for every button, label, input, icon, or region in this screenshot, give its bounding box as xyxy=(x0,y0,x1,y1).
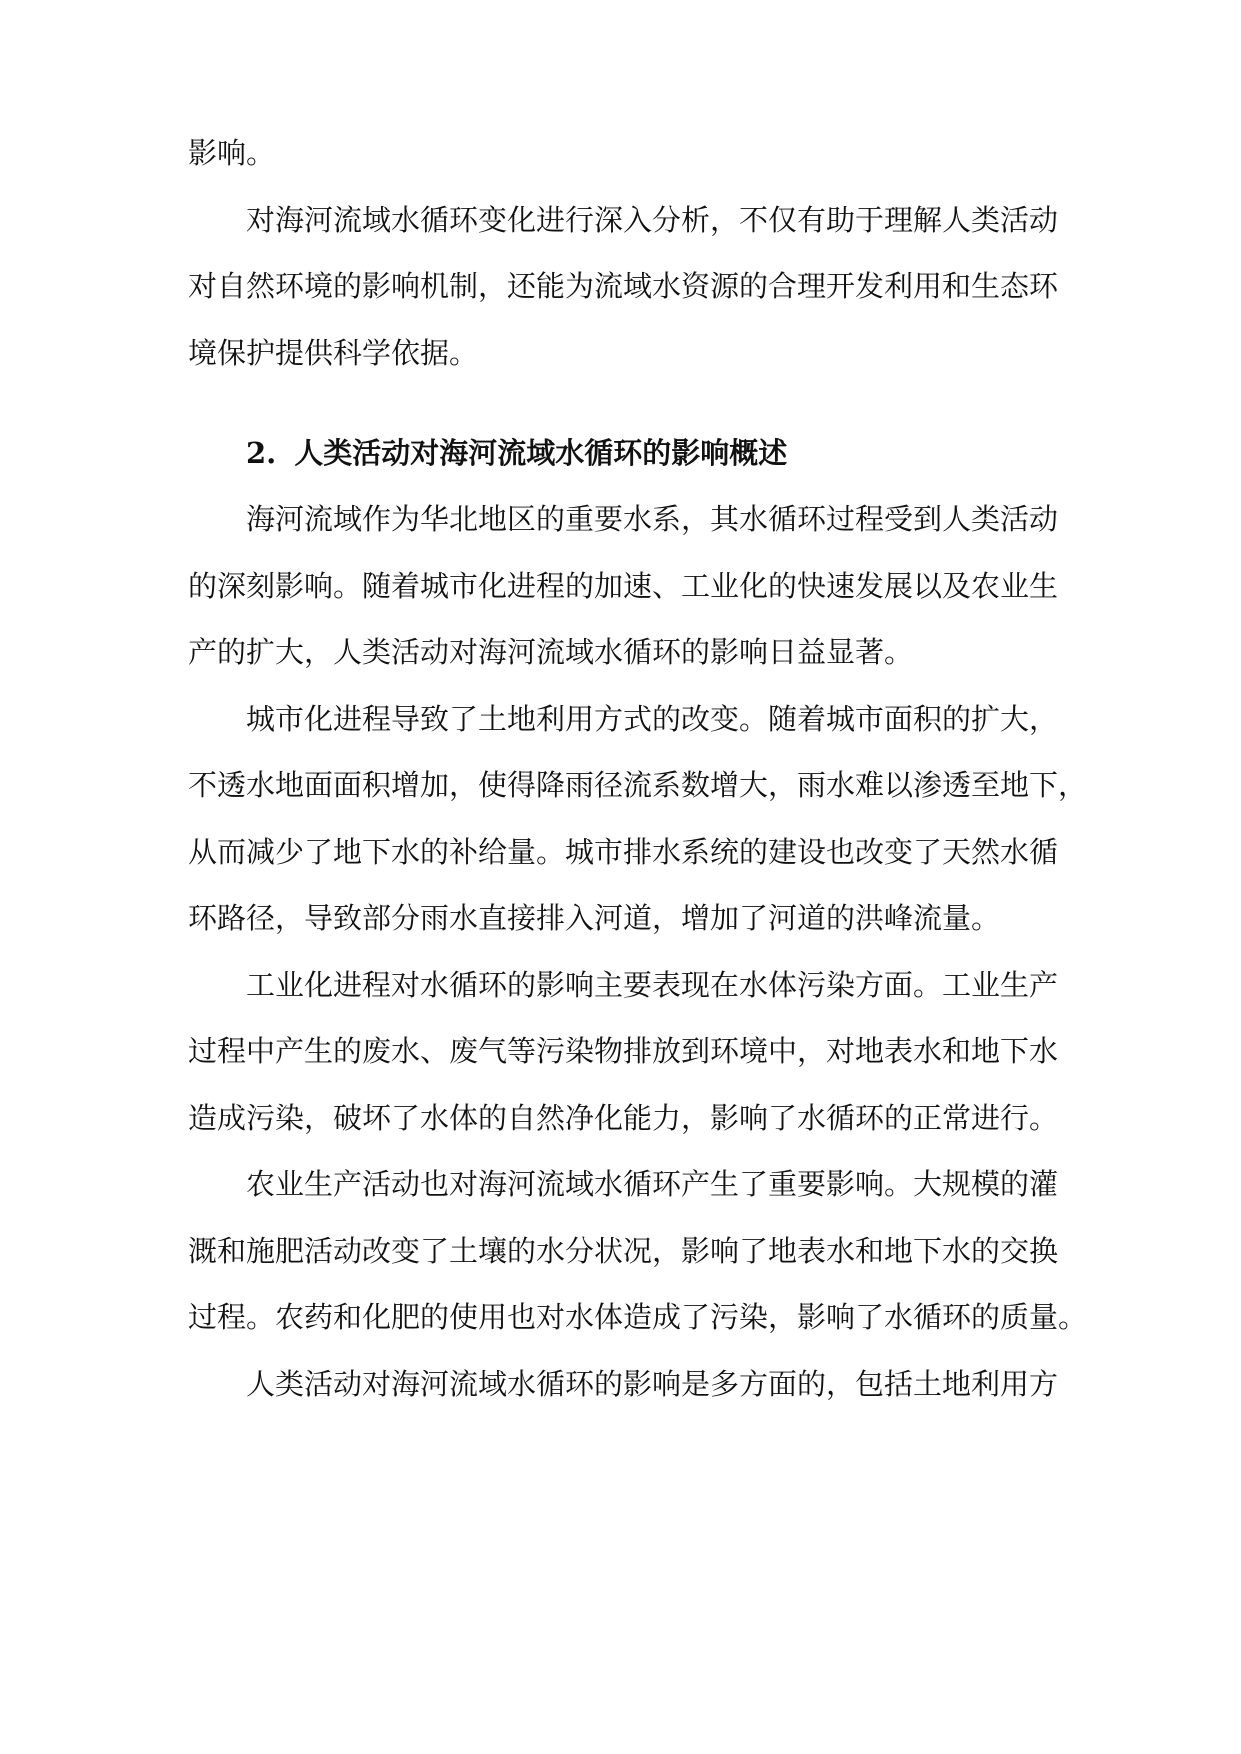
paragraph-line: 过程中产生的废水、废气等污染物排放到环境中，对地表水和地下水 xyxy=(188,1034,1059,1068)
paragraph-line: 海河流域作为华北地区的重要水系，其水循环过程受到人类活动 xyxy=(246,502,1059,536)
paragraph-line: 工业化进程对水循环的影响主要表现在水体污染方面。工业生产 xyxy=(246,968,1059,1002)
paragraph-line: 对自然环境的影响机制，还能为流域水资源的合理开发利用和生态环 xyxy=(188,269,1059,303)
section-heading xyxy=(246,433,787,473)
paragraph-line: 人类活动对海河流域水循环的影响是多方面的，包括土地利用方 xyxy=(246,1367,1059,1401)
paragraph-line: 城市化进程导致了土地利用方式的改变。随着城市面积的扩大， xyxy=(246,702,1059,736)
paragraph-line: 影响。 xyxy=(188,136,276,170)
paragraph-line: 环路径，导致部分雨水直接排入河道，增加了河道的洪峰流量。 xyxy=(188,901,1001,935)
paragraph-line: 境保护提供科学依据。 xyxy=(188,336,479,370)
paragraph-line: 从而减少了地下水的补给量。城市排水系统的建设也改变了天然水循 xyxy=(188,835,1059,869)
section-title: 人类活动对海河流域水循环的影响概述 xyxy=(294,436,788,470)
paragraph-line: 的深刻影响。随着城市化进程的加速、工业化的快速发展以及农业生 xyxy=(188,569,1059,603)
paragraph-line: 不透水地面面积增加，使得降雨径流系数增大，雨水难以渗透至地下， xyxy=(188,768,1088,802)
section-number: 2. xyxy=(246,436,277,470)
paragraph-line: 产的扩大，人类活动对海河流域水循环的影响日益显著。 xyxy=(188,635,914,669)
paragraph-line: 对海河流域水循环变化进行深入分析，不仅有助于理解人类活动 xyxy=(246,203,1059,237)
paragraph-line: 溉和施肥活动改变了土壤的水分状况，影响了地表水和地下水的交换 xyxy=(188,1234,1059,1268)
paragraph-line: 造成污染，破坏了水体的自然净化能力，影响了水循环的正常进行。 xyxy=(188,1101,1059,1135)
paragraph-line: 过程。农药和化肥的使用也对水体造成了污染，影响了水循环的质量。 xyxy=(188,1300,1088,1334)
paragraph-line: 农业生产活动也对海河流域水循环产生了重要影响。大规模的灌 xyxy=(246,1167,1059,1201)
